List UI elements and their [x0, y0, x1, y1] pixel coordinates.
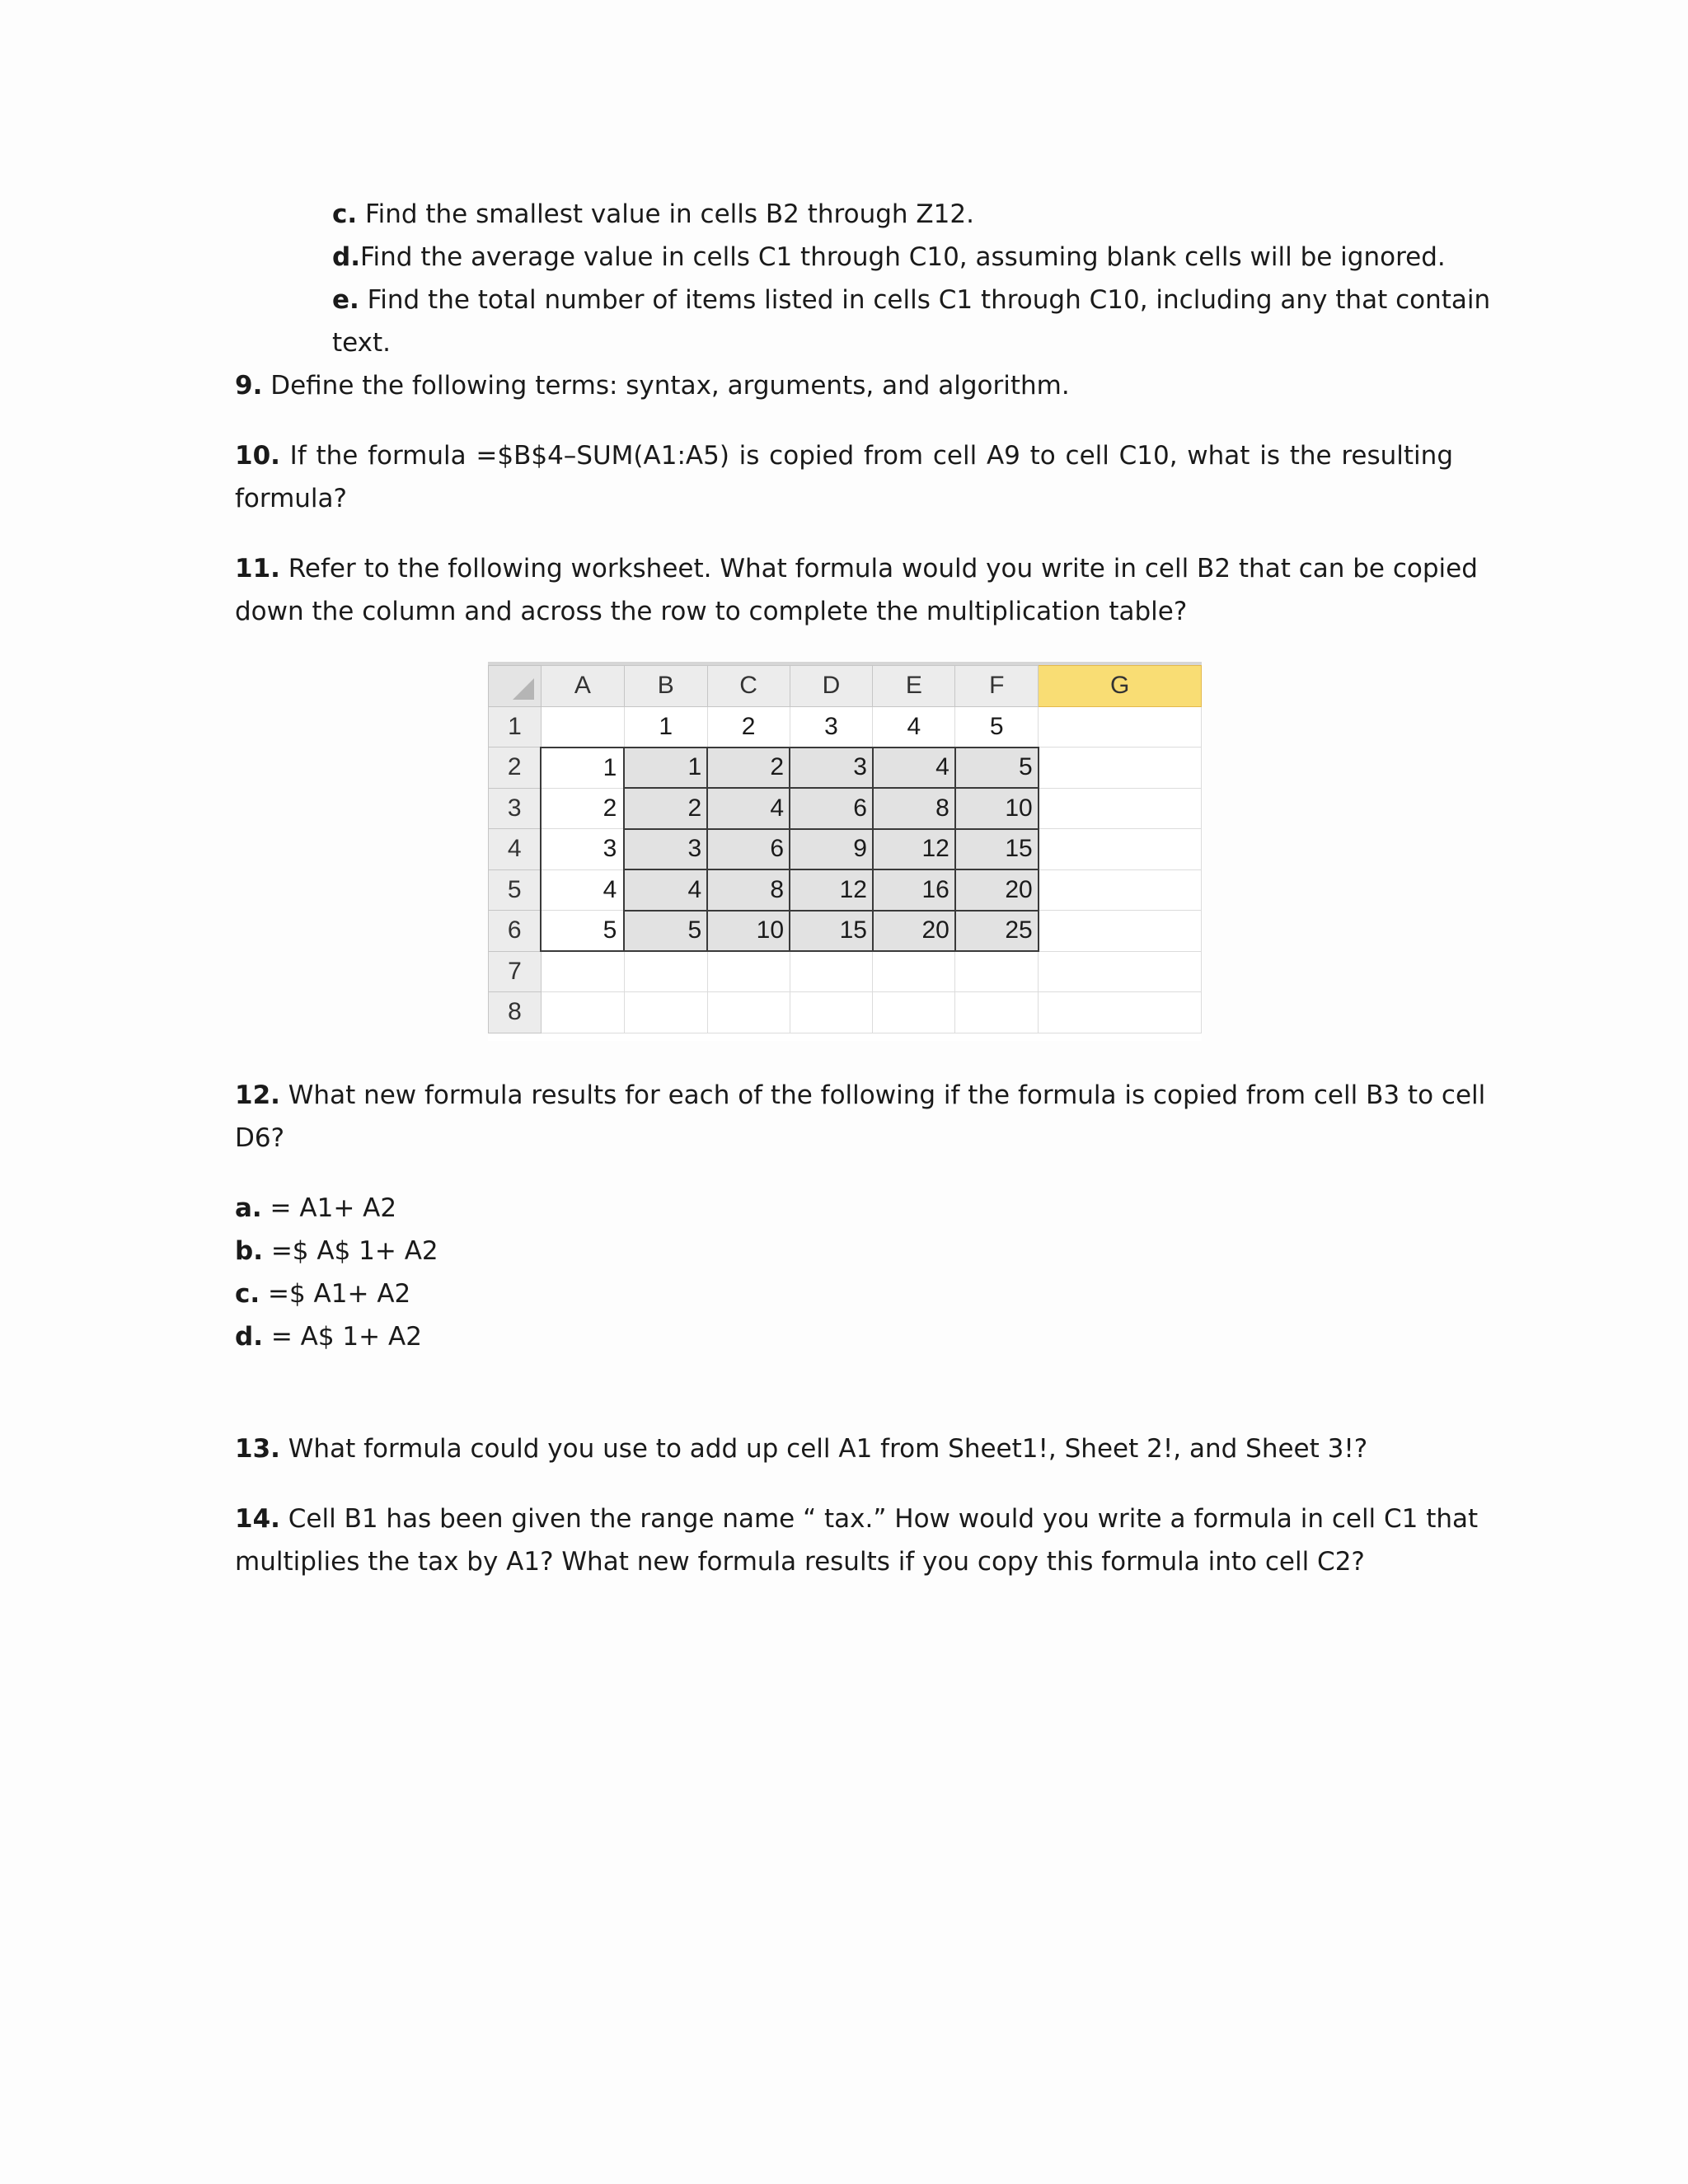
cell-d3[interactable]: 6 — [790, 788, 873, 829]
question-11-line1 — [235, 547, 1478, 590]
cell-f7[interactable] — [955, 951, 1039, 992]
cell-g1[interactable] — [1039, 706, 1202, 748]
cell-b3[interactable]: 2 — [624, 788, 707, 829]
cell-c7[interactable] — [707, 951, 790, 992]
cell-e7[interactable] — [873, 951, 955, 992]
cell-b6[interactable]: 5 — [624, 911, 707, 952]
cell-f4[interactable]: 15 — [955, 829, 1039, 870]
question-8e-line2: text. — [332, 328, 392, 358]
row-header[interactable]: 3 — [489, 788, 542, 829]
cell-d1[interactable]: 3 — [790, 706, 873, 748]
cell-c1[interactable]: 2 — [707, 706, 790, 748]
cell-a7[interactable] — [541, 951, 624, 992]
cell-e8[interactable] — [873, 992, 955, 1033]
question-14-text: Cell B1 has been given the range name “ tax.” How would you write a formula in cell C1 that — [279, 1504, 1479, 1534]
cell-a4[interactable]: 3 — [541, 829, 624, 870]
cell-c4[interactable]: 6 — [707, 829, 790, 870]
row-header[interactable]: 8 — [489, 992, 542, 1033]
cell-a8[interactable] — [541, 992, 624, 1033]
cell-a5[interactable]: 4 — [541, 869, 624, 911]
option-text: = A$ 1+ A2 — [262, 1322, 422, 1352]
cell-c3[interactable]: 4 — [707, 788, 790, 829]
row-header[interactable]: 1 — [489, 706, 542, 748]
question-12-option-c — [235, 1272, 410, 1315]
column-header-d[interactable]: D — [790, 666, 873, 707]
question-11-text: Refer to the following worksheet. What formula would you write in cell B2 that can be copied — [279, 554, 1478, 583]
option-marker: a. — [235, 1193, 262, 1223]
cell-d2[interactable]: 3 — [790, 748, 873, 789]
option-text: = A1+ A2 — [261, 1193, 397, 1223]
cell-e2[interactable]: 4 — [873, 748, 955, 789]
cell-c5[interactable]: 8 — [707, 869, 790, 911]
cell-g8[interactable] — [1039, 992, 1202, 1033]
cell-g7[interactable] — [1039, 951, 1202, 992]
worksheet-row — [489, 951, 1202, 992]
question-13-number: 13. — [235, 1434, 280, 1464]
cell-b7[interactable] — [624, 951, 707, 992]
select-all-corner[interactable] — [489, 666, 542, 707]
worksheet-row — [489, 788, 1202, 829]
cell-d8[interactable] — [790, 992, 873, 1033]
cell-a1[interactable] — [541, 706, 624, 748]
cell-g2[interactable] — [1039, 748, 1202, 789]
cell-f6[interactable]: 25 — [955, 911, 1039, 952]
question-8c — [332, 193, 974, 236]
question-11-line2: down the column and across the row to complete the multiplication table? — [235, 597, 1188, 626]
cell-e6[interactable]: 20 — [873, 911, 955, 952]
cell-a6[interactable]: 5 — [541, 911, 624, 952]
question-12-option-a — [235, 1187, 396, 1230]
cell-f8[interactable] — [955, 992, 1039, 1033]
cell-d4[interactable]: 9 — [790, 829, 873, 870]
cell-g3[interactable] — [1039, 788, 1202, 829]
question-12-number: 12. — [235, 1080, 280, 1110]
question-14-line1 — [235, 1497, 1479, 1540]
worksheet-row — [489, 748, 1202, 789]
question-8d-marker: d. — [332, 242, 360, 272]
cell-d5[interactable]: 12 — [790, 869, 873, 911]
question-12-text: What new formula results for each of the following if the formula is copied from cell B3 to cell — [279, 1080, 1486, 1110]
option-text: =$ A$ 1+ A2 — [262, 1236, 438, 1266]
cell-a3[interactable]: 2 — [541, 788, 624, 829]
question-10-line2: formula? — [235, 484, 347, 513]
worksheet-row — [489, 829, 1202, 870]
question-9-number: 9. — [235, 371, 263, 401]
select-all-triangle-icon — [513, 678, 534, 700]
cell-b2[interactable]: 1 — [624, 748, 707, 789]
cell-a2[interactable]: 1 — [541, 748, 624, 789]
question-10-number: 10. — [235, 441, 280, 471]
cell-e3[interactable]: 8 — [873, 788, 955, 829]
option-marker: c. — [235, 1279, 260, 1309]
question-12-option-d — [235, 1315, 422, 1358]
column-header-a[interactable]: A — [541, 666, 624, 707]
row-header[interactable]: 6 — [489, 911, 542, 952]
column-header-g[interactable]: G — [1039, 666, 1202, 707]
cell-e5[interactable]: 16 — [873, 869, 955, 911]
cell-c6[interactable]: 10 — [707, 911, 790, 952]
question-9-text: Define the following terms: syntax, arguments, and algorithm. — [262, 371, 1070, 401]
column-header-row — [489, 666, 1202, 707]
cell-f1[interactable]: 5 — [955, 706, 1039, 748]
column-header-e[interactable]: E — [873, 666, 955, 707]
worksheet-image — [488, 662, 1202, 1041]
cell-f5[interactable]: 20 — [955, 869, 1039, 911]
column-header-b[interactable]: B — [624, 666, 707, 707]
cell-e4[interactable]: 12 — [873, 829, 955, 870]
cell-g6[interactable] — [1039, 911, 1202, 952]
cell-f3[interactable]: 10 — [955, 788, 1039, 829]
worksheet-row — [489, 706, 1202, 748]
cell-b8[interactable] — [624, 992, 707, 1033]
question-8e-marker: e. — [332, 285, 359, 315]
worksheet-row — [489, 869, 1202, 911]
option-marker: d. — [235, 1322, 263, 1352]
worksheet-row — [489, 992, 1202, 1033]
question-14-line2: multiplies the tax by A1? What new formula results if you copy this formula into cell C2? — [235, 1547, 1365, 1577]
row-header[interactable]: 4 — [489, 829, 542, 870]
row-header[interactable]: 7 — [489, 951, 542, 992]
question-8d — [332, 236, 1446, 279]
cell-d7[interactable] — [790, 951, 873, 992]
cell-f2[interactable]: 5 — [955, 748, 1039, 789]
cell-c2[interactable]: 2 — [707, 748, 790, 789]
question-8e-text: Find the total number of items listed in cells C1 through C10, including any that contain — [359, 285, 1491, 315]
question-8c-marker: c. — [332, 199, 358, 229]
question-12-option-b — [235, 1230, 438, 1272]
cell-e1[interactable]: 4 — [873, 706, 955, 748]
question-10-line1 — [235, 434, 1453, 477]
cell-b5[interactable]: 4 — [624, 869, 707, 911]
worksheet-grid — [488, 665, 1202, 1033]
cell-g5[interactable] — [1039, 869, 1202, 911]
question-8e-line1 — [332, 279, 1491, 321]
question-14-number: 14. — [235, 1504, 280, 1534]
cell-b4[interactable]: 3 — [624, 829, 707, 870]
question-9 — [235, 364, 1070, 407]
column-header-c[interactable]: C — [707, 666, 790, 707]
question-12-line2: D6? — [235, 1123, 285, 1153]
cell-d6[interactable]: 15 — [790, 911, 873, 952]
question-13 — [235, 1427, 1367, 1470]
cell-g4[interactable] — [1039, 829, 1202, 870]
column-header-f[interactable]: F — [955, 666, 1039, 707]
cell-b1[interactable]: 1 — [624, 706, 707, 748]
cell-c8[interactable] — [707, 992, 790, 1033]
question-13-text: What formula could you use to add up cell A1 from Sheet1!, Sheet 2!, and Sheet 3!? — [279, 1434, 1368, 1464]
worksheet-row — [489, 911, 1202, 952]
option-marker: b. — [235, 1236, 263, 1266]
question-11-number: 11. — [235, 554, 280, 583]
question-8d-text: Find the average value in cells C1 through C10, assuming blank cells will be ignored. — [359, 242, 1446, 272]
question-12-line1 — [235, 1074, 1486, 1117]
option-text: =$ A1+ A2 — [260, 1279, 411, 1309]
question-8c-text: Find the smallest value in cells B2 through Z12. — [357, 199, 974, 229]
row-header[interactable]: 5 — [489, 869, 542, 911]
question-10-text: If the formula =$B$4–SUM(A1:A5) is copied from cell A9 to cell C10, what is the resulting — [279, 441, 1453, 471]
row-header[interactable]: 2 — [489, 748, 542, 789]
